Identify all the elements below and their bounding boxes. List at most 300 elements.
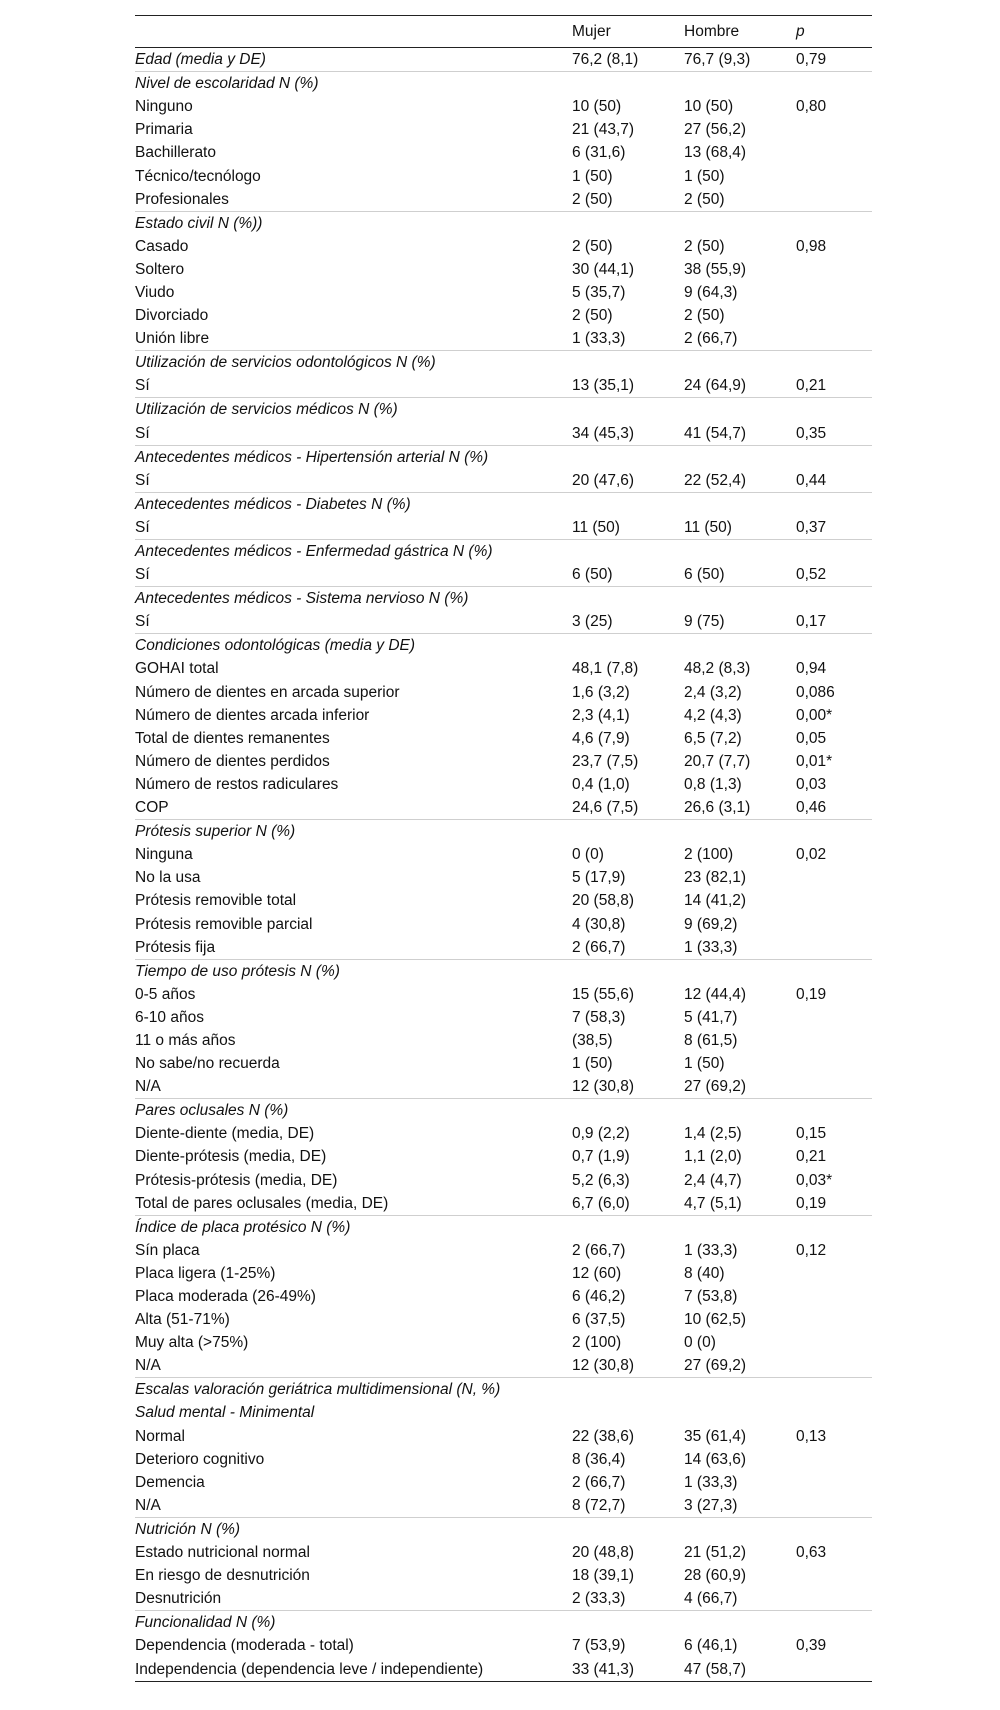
cell-p [796,1471,872,1494]
cell-mujer: 30 (44,1) [572,260,635,278]
cell-p [796,1378,872,1402]
cell-p [796,1331,872,1354]
table-row [135,610,872,634]
section-row [135,959,872,983]
cell-mujer [572,1401,684,1424]
cell-p [796,587,872,611]
table-row [135,1331,872,1354]
cell-p: 0,02 [796,846,827,864]
cell-p: 0,086 [796,683,835,701]
row-label: Desnutrición [135,1590,222,1608]
cell-mujer: 0,7 (1,9) [572,1148,630,1166]
row-label: Prótesis removible parcial [135,915,313,933]
row-label: Nivel de escolaridad N (%) [135,72,572,96]
section-row [135,1378,872,1402]
header-p: p [796,23,805,40]
cell-p [796,188,872,212]
cell-mujer: 2 (33,3) [572,1590,626,1608]
cell-hombre: 1 (33,3) [684,1241,738,1259]
row-label: Soltero [135,260,185,278]
cell-p [796,351,872,375]
cell-mujer: 20 (58,8) [572,892,635,910]
cell-hombre [684,72,796,96]
cell-p [796,141,872,164]
row-label: Prótesis removible total [135,892,297,910]
cell-mujer: 5,2 (6,3) [572,1171,630,1189]
cell-mujer [572,492,684,516]
table-header-row [135,16,872,48]
cell-p [796,820,872,844]
cell-mujer [572,211,684,235]
cell-hombre [684,211,796,235]
cell-p [796,492,872,516]
cell-mujer [572,1611,684,1635]
cell-p [796,634,872,658]
table-row [135,1425,872,1448]
row-label: GOHAI total [135,660,219,678]
cell-hombre [684,445,796,469]
cell-mujer [572,959,684,983]
cell-hombre: 14 (41,2) [684,892,747,910]
row-label: Funcionalidad N (%) [135,1611,572,1635]
cell-hombre: 10 (62,5) [684,1311,747,1329]
table-row [135,936,872,960]
cell-mujer: 34 (45,3) [572,424,635,442]
cell-p: 0,80 [796,98,827,116]
section-row [135,587,872,611]
cell-p [796,1564,872,1587]
cell-hombre [684,351,796,375]
cell-hombre: 41 (54,7) [684,424,747,442]
table-row [135,1006,872,1029]
cell-p [796,1657,872,1681]
cell-hombre: 6 (50) [684,566,725,584]
table-row [135,304,872,327]
cell-mujer [572,351,684,375]
row-label: Nutrición N (%) [135,1517,572,1541]
cell-hombre: 9 (64,3) [684,283,738,301]
cell-hombre: 26,6 (3,1) [684,799,751,817]
cell-hombre: 7 (53,8) [684,1288,738,1306]
cell-hombre: 2,4 (3,2) [684,683,742,701]
cell-hombre: 1 (50) [684,167,725,185]
cell-p [796,1494,872,1518]
table-row [135,773,872,796]
row-label: Índice de placa protésico N (%) [135,1215,572,1239]
cell-p: 0,98 [796,237,827,255]
row-label: Sí [135,377,150,395]
table-row [135,1471,872,1494]
row-label: COP [135,799,169,817]
row-label: Casado [135,237,189,255]
cell-p: 0,03 [796,775,827,793]
cell-p [796,398,872,422]
cell-mujer: 6 (31,6) [572,144,626,162]
cell-mujer [572,1099,684,1123]
cell-hombre: 2 (50) [684,190,725,208]
cell-mujer: 20 (48,8) [572,1544,635,1562]
row-label: Prótesis-prótesis (media, DE) [135,1171,338,1189]
row-label: Utilización de servicios médicos N (%) [135,398,572,422]
cell-hombre: 8 (40) [684,1264,725,1282]
cell-p [796,1029,872,1052]
cell-hombre [684,1215,796,1239]
cell-mujer [572,820,684,844]
section-row [135,211,872,235]
section-row [135,1099,872,1123]
cell-hombre: 47 (58,7) [684,1660,747,1678]
cell-p: 0,39 [796,1637,827,1655]
table-row [135,1169,872,1192]
row-label: Antecedentes médicos - Sistema nervioso N (%) [135,587,572,611]
table-row [135,95,872,118]
cell-p [796,1587,872,1611]
cell-mujer: 2 (50) [572,237,613,255]
cell-p [796,304,872,327]
cell-hombre: 4,2 (4,3) [684,706,742,724]
cell-mujer: 2 (50) [572,307,613,325]
row-label: Primaria [135,121,193,139]
row-label: Antecedentes médicos - Diabetes N (%) [135,492,572,516]
table-row [135,118,872,141]
cell-p [796,1215,872,1239]
table-body [135,48,872,1682]
cell-hombre: 21 (51,2) [684,1544,747,1562]
cell-mujer: 0,9 (2,2) [572,1125,630,1143]
cell-mujer: 12 (60) [572,1264,622,1282]
cell-hombre: 9 (69,2) [684,915,738,933]
cell-mujer: 22 (38,6) [572,1427,635,1445]
table-row [135,1657,872,1681]
cell-mujer: 1 (33,3) [572,330,626,348]
cell-p: 0,21 [796,1148,827,1166]
cell-hombre [684,1517,796,1541]
row-label: Estado nutricional normal [135,1544,310,1562]
cell-mujer: 21 (43,7) [572,121,635,139]
row-label: Utilización de servicios odontológicos N (%) [135,351,572,375]
table-row [135,1448,872,1471]
cell-hombre [684,820,796,844]
cell-mujer [572,1215,684,1239]
cell-mujer [572,398,684,422]
cell-hombre: 1,4 (2,5) [684,1125,742,1143]
cell-hombre: 1,1 (2,0) [684,1148,742,1166]
cell-hombre: 5 (41,7) [684,1008,738,1026]
cell-mujer: 0,4 (1,0) [572,775,630,793]
table-row [135,1262,872,1285]
table-row [135,1308,872,1331]
cell-hombre: 4,7 (5,1) [684,1194,742,1212]
table-row [135,281,872,304]
table-row [135,983,872,1006]
row-label: Número de dientes perdidos [135,752,330,770]
table-row [135,469,872,493]
cell-p: 0,52 [796,566,827,584]
row-label: Sín placa [135,1241,200,1259]
header-label [135,16,572,48]
table-row [135,1192,872,1216]
section-row [135,445,872,469]
table-row [135,563,872,587]
row-label: Antecedentes médicos - Hipertensión arterial N (%) [135,445,572,469]
cell-mujer: 1 (50) [572,167,613,185]
cell-hombre: 4 (66,7) [684,1590,738,1608]
section-row [135,1517,872,1541]
cell-p [796,164,872,187]
cell-mujer: 12 (30,8) [572,1357,635,1375]
cell-mujer [572,1378,684,1402]
cell-hombre: 13 (68,4) [684,144,747,162]
table-row [135,141,872,164]
cell-hombre: 38 (55,9) [684,260,747,278]
cell-p [796,866,872,889]
cell-mujer: 48,1 (7,8) [572,660,639,678]
cell-hombre: 2 (50) [684,237,725,255]
cell-mujer: 76,2 (8,1) [572,51,639,69]
cell-p: 0,79 [796,51,827,69]
cell-p [796,912,872,935]
row-label: Independencia (dependencia leve / independiente) [135,1660,484,1678]
row-label: Diente-prótesis (media, DE) [135,1148,327,1166]
row-label: En riesgo de desnutrición [135,1567,310,1585]
row-label: Número de restos radiculares [135,775,339,793]
section-row [135,48,872,72]
table-row [135,1052,872,1075]
section-row [135,634,872,658]
row-label: N/A [135,1078,161,1096]
table-row [135,727,872,750]
cell-mujer [572,587,684,611]
cell-p [796,1285,872,1308]
cell-hombre: 2 (66,7) [684,330,738,348]
row-label: Bachillerato [135,144,216,162]
table-row [135,912,872,935]
row-label: Ninguna [135,846,193,864]
cell-p: 0,01* [796,752,833,770]
cell-p [796,889,872,912]
cell-hombre: 6 (46,1) [684,1637,738,1655]
cell-mujer: 4,6 (7,9) [572,729,630,747]
table-row [135,843,872,866]
cell-mujer: 33 (41,3) [572,1660,635,1678]
cell-hombre: 27 (69,2) [684,1078,747,1096]
row-label: 0-5 años [135,985,196,1003]
cell-hombre: 35 (61,4) [684,1427,747,1445]
cell-p [796,258,872,281]
row-label: Condiciones odontológicas (media y DE) [135,634,572,658]
row-label: Total de pares oclusales (media, DE) [135,1194,389,1212]
cell-mujer: 3 (25) [572,613,613,631]
cell-mujer: 11 (50) [572,518,620,536]
row-label: Alta (51-71%) [135,1311,230,1329]
cell-mujer: 23,7 (7,5) [572,752,639,770]
table-row [135,889,872,912]
cell-hombre: 20,7 (7,7) [684,752,751,770]
cell-p [796,1262,872,1285]
cell-hombre: 22 (52,4) [684,471,747,489]
table-row [135,681,872,704]
cell-mujer: 6 (50) [572,566,613,584]
cell-hombre: 76,7 (9,3) [684,51,751,69]
row-label: 11 o más años [135,1031,236,1049]
cell-hombre [684,959,796,983]
cell-mujer: 8 (72,7) [572,1496,626,1514]
cell-hombre: 6,5 (7,2) [684,729,742,747]
cell-mujer: (38,5) [572,1031,613,1049]
cell-hombre [684,634,796,658]
row-label: No la usa [135,869,201,887]
cell-p [796,118,872,141]
cell-hombre: 0,8 (1,3) [684,775,742,793]
row-label: Profesionales [135,190,229,208]
cell-hombre: 2 (100) [684,846,734,864]
table-row [135,516,872,540]
row-label: Dependencia (moderada - total) [135,1637,354,1655]
row-label: Ninguno [135,98,193,116]
table-row [135,1239,872,1262]
table-row [135,1145,872,1168]
table-row [135,796,872,820]
row-label: Demencia [135,1473,205,1491]
cell-mujer: 8 (36,4) [572,1450,626,1468]
cell-p: 0,35 [796,424,827,442]
cell-hombre: 12 (44,4) [684,985,747,1003]
cell-mujer: 0 (0) [572,846,604,864]
cell-p [796,1401,872,1424]
section-row [135,398,872,422]
cell-p [796,72,872,96]
cell-mujer: 20 (47,6) [572,471,635,489]
table-row [135,422,872,446]
cell-mujer: 13 (35,1) [572,377,635,395]
row-label: Placa ligera (1-25%) [135,1264,276,1282]
cell-p: 0,94 [796,660,827,678]
section-row [135,492,872,516]
cell-mujer: 2,3 (4,1) [572,706,630,724]
cell-hombre: 27 (56,2) [684,121,747,139]
row-label: 6-10 años [135,1008,204,1026]
cell-p [796,445,872,469]
cell-p: 0,15 [796,1125,827,1143]
cell-hombre: 9 (75) [684,613,725,631]
row-label: Antecedentes médicos - Enfermedad gástrica N (%) [135,539,572,563]
cell-mujer: 5 (35,7) [572,283,626,301]
cell-hombre: 2 (50) [684,307,725,325]
cell-p [796,959,872,983]
cell-p [796,539,872,563]
table-row [135,1634,872,1657]
cell-p [796,1448,872,1471]
cell-p: 0,44 [796,471,827,489]
cell-mujer [572,1517,684,1541]
section-row [135,539,872,563]
cell-p [796,1099,872,1123]
section-row [135,351,872,375]
cell-p [796,1006,872,1029]
cell-hombre: 8 (61,5) [684,1031,738,1049]
section-row [135,1215,872,1239]
row-label: N/A [135,1357,161,1375]
row-label: Pares oclusales N (%) [135,1099,572,1123]
cell-p: 0,46 [796,799,827,817]
cell-mujer [572,539,684,563]
cell-p: 0,19 [796,985,827,1003]
row-label: Sí [135,613,150,631]
cell-mujer: 6 (46,2) [572,1288,626,1306]
cell-mujer: 6 (37,5) [572,1311,626,1329]
table-row [135,1541,872,1564]
row-label: Prótesis superior N (%) [135,820,572,844]
row-label: Sí [135,471,150,489]
cell-hombre [684,1099,796,1123]
row-label: Normal [135,1427,185,1445]
cell-mujer: 7 (53,9) [572,1637,626,1655]
table-row [135,164,872,187]
section-row [135,1611,872,1635]
cell-hombre [684,1401,796,1424]
cell-mujer: 1,6 (3,2) [572,683,630,701]
cell-mujer: 12 (30,8) [572,1078,635,1096]
cell-mujer: 4 (30,8) [572,915,626,933]
table-row [135,750,872,773]
row-label: Salud mental - Minimental [135,1404,315,1422]
row-label: Total de dientes remanentes [135,729,330,747]
table-row [135,374,872,398]
cell-hombre: 28 (60,9) [684,1567,747,1585]
cell-hombre [684,492,796,516]
row-label: Muy alta (>75%) [135,1334,249,1352]
table-row [135,1029,872,1052]
table-row [135,1122,872,1145]
cell-hombre: 24 (64,9) [684,377,747,395]
cell-mujer: 18 (39,1) [572,1567,635,1585]
table-row [135,1285,872,1308]
row-label: Sí [135,518,150,536]
cell-mujer: 5 (17,9) [572,869,626,887]
cell-hombre: 14 (63,6) [684,1450,747,1468]
cell-p: 0,00* [796,706,833,724]
cell-p: 0,19 [796,1194,827,1212]
row-label: Técnico/tecnólogo [135,167,261,185]
cell-p: 0,13 [796,1427,827,1445]
table-row [135,704,872,727]
cell-mujer: 15 (55,6) [572,985,635,1003]
row-label: Diente-diente (media, DE) [135,1125,315,1143]
cell-hombre: 11 (50) [684,518,732,536]
cell-p: 0,63 [796,1544,827,1562]
cell-hombre: 0 (0) [684,1334,716,1352]
row-label: Sí [135,424,150,442]
cell-hombre [684,1611,796,1635]
cell-p: 0,37 [796,518,827,536]
row-label: Número de dientes en arcada superior [135,683,400,701]
cell-hombre: 1 (33,3) [684,1473,738,1491]
cell-p [796,1354,872,1378]
cell-mujer: 1 (50) [572,1055,613,1073]
table-row [135,1354,872,1378]
section-row [135,820,872,844]
cell-hombre: 10 (50) [684,98,734,116]
cell-p [796,936,872,960]
cell-mujer [572,634,684,658]
cell-mujer: 2 (66,7) [572,1241,626,1259]
table-row [135,188,872,212]
row-label: Estado civil N (%)) [135,211,572,235]
cell-mujer: 24,6 (7,5) [572,799,639,817]
table-row [135,1587,872,1611]
cell-mujer: 7 (58,3) [572,1008,626,1026]
cell-hombre [684,587,796,611]
